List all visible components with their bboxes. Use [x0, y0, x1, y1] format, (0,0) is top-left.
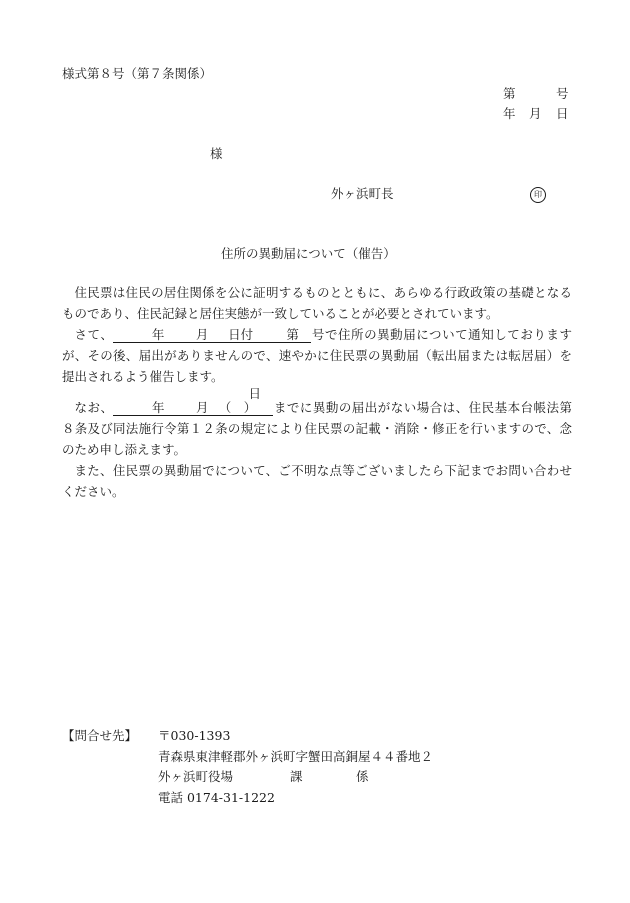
- p3-lead: なお、: [74, 399, 114, 415]
- body-paragraph-3: [62, 387, 572, 460]
- body-paragraph-2: [62, 324, 572, 387]
- p3-day-blank: 日（ ）: [201, 387, 273, 416]
- p2-day-blank: 日付: [201, 328, 253, 343]
- p3-year-blank: 年: [113, 401, 157, 416]
- date-year: 年: [503, 106, 516, 121]
- p3-month-blank: 月: [157, 401, 201, 416]
- p2-number-blank: 第: [253, 328, 311, 343]
- official-seal-icon: 印: [530, 185, 546, 203]
- addressee-honorific: 様: [210, 146, 223, 161]
- contact-block: [62, 726, 433, 808]
- document-body: [62, 282, 572, 502]
- contact-postal: 〒030-1393: [158, 728, 231, 743]
- p2-number-suffix: 号: [311, 327, 325, 342]
- body-paragraph-1: 住民票は住民の居住関係を公に証明するものとともに、あらゆる行政政策の基礎となるものであり、住民記録と居住実態が一致していることが必要とされています。: [62, 285, 572, 321]
- doc-number-suffix: 号: [556, 86, 569, 101]
- sender-title: 外ヶ浜町長: [331, 186, 394, 201]
- contact-division: 課: [290, 769, 303, 784]
- date-month: 月: [529, 106, 542, 121]
- contact-phone: 電話 0174-31-1222: [158, 789, 275, 805]
- p2-lead: さて、: [74, 327, 114, 342]
- p3-rest: までに異動の届出がない場合は、住民基本台帳法第８条及び同法施行令第１２条の規定により住民票の記載・消除・修正を行いますので、念のため申し添えます。: [62, 399, 572, 457]
- date-day: 日: [556, 106, 569, 121]
- form-label: 様式第８号（第７条関係）: [62, 66, 213, 81]
- doc-number-prefix: 第: [503, 86, 516, 101]
- document-subject: 住所の異動届について（催告）: [221, 246, 396, 261]
- body-paragraph-4: また、住民票の異動届でについて、ご不明な点等ございましたら下記までお問い合わせください。: [62, 462, 572, 499]
- contact-label: 【問合せ先】: [62, 728, 138, 743]
- p2-year-blank: 年: [113, 328, 157, 343]
- contact-address: 青森県東津軽郡外ヶ浜町字蟹田高銅屋４４番地２: [158, 748, 434, 764]
- p2-rest: で住所の異動届について通知しておりますが、その後、届出がありませんので、速やかに住民票の異動届（転出届または転居届）を提出されるよう催告します。: [62, 327, 572, 384]
- contact-section: 係: [356, 769, 369, 784]
- p2-month-blank: 月: [157, 328, 201, 343]
- contact-office: 外ヶ浜町役場: [158, 769, 234, 784]
